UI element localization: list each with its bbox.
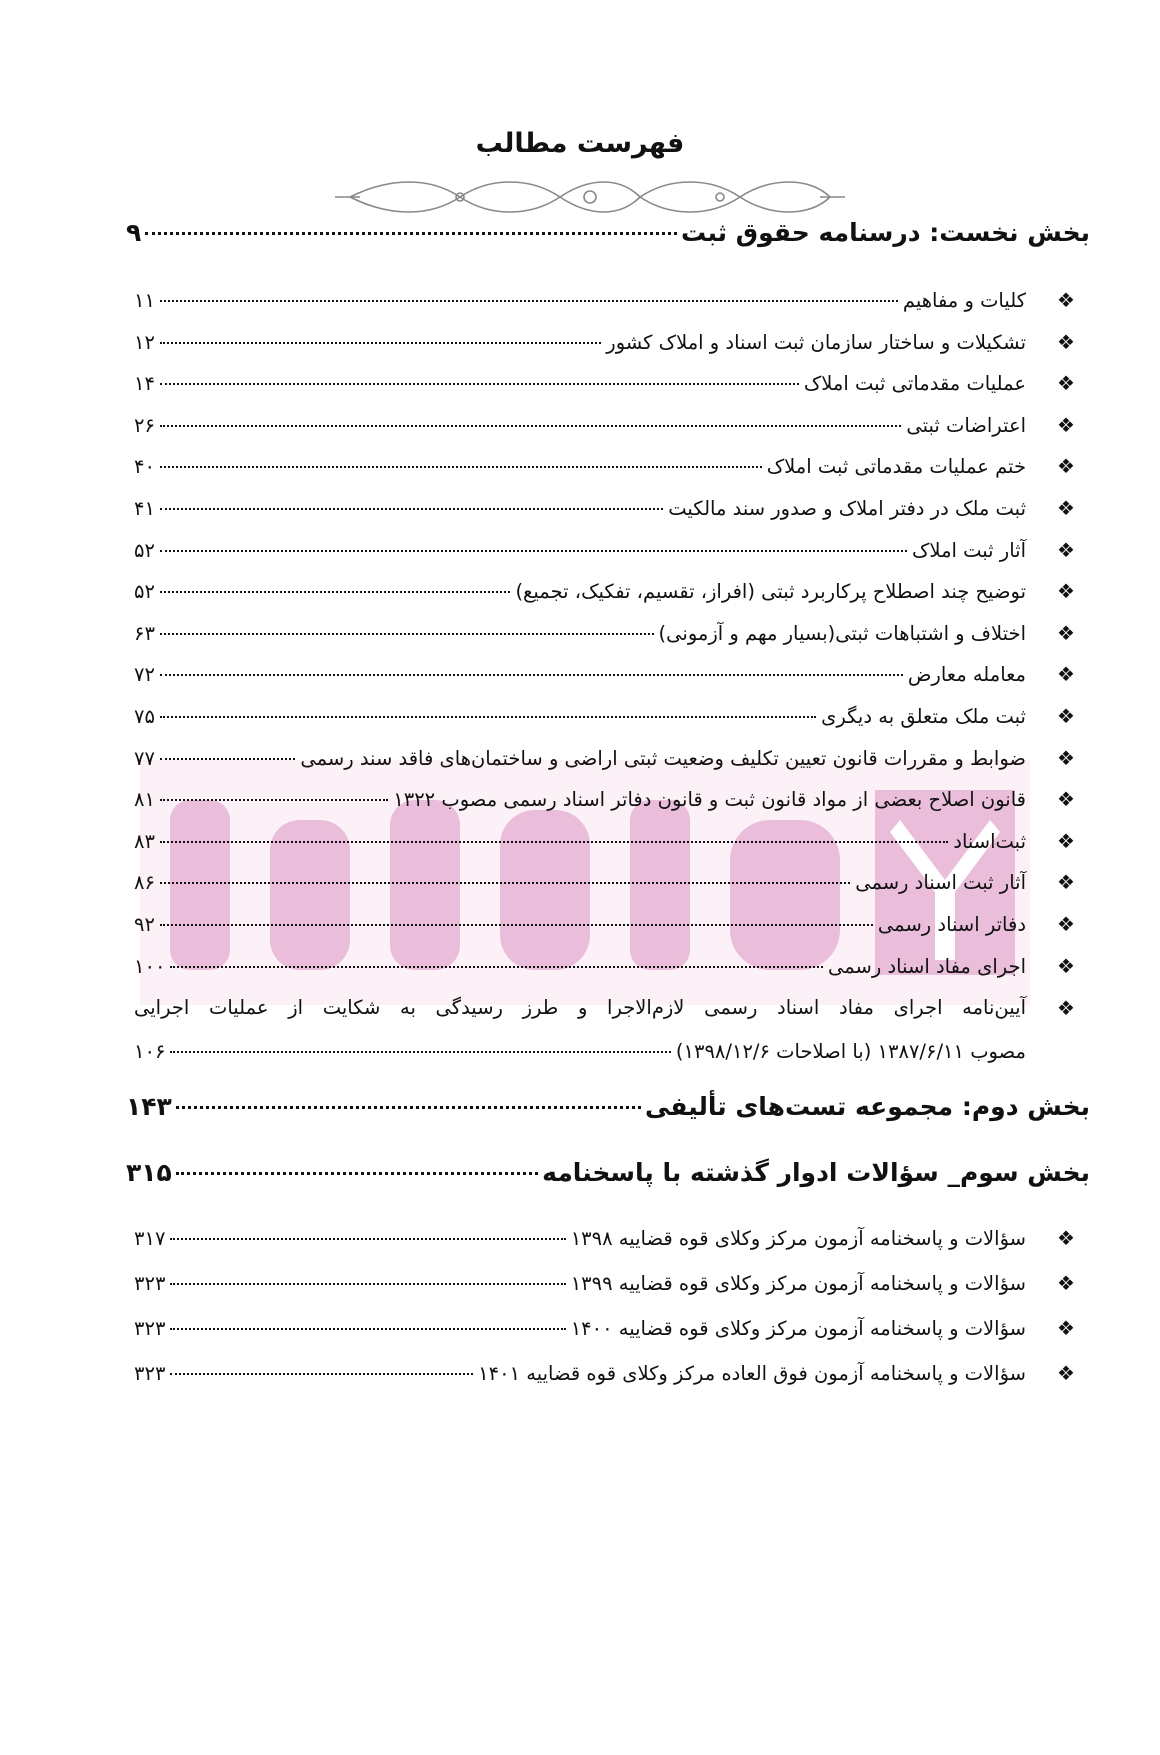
leader-dots [160, 425, 901, 427]
entry-label: اختلاف و اشتباهات ثبتی(بسیار مهم و آزمونی) [658, 621, 1026, 645]
entry-label: اعتراضات ثبتی [906, 413, 1026, 437]
toc-entry[interactable] [134, 704, 1086, 728]
toc-entry[interactable] [134, 1271, 1086, 1295]
entry-label-line1: آیین‌نامه اجرای مفاد اسناد رسمی لازم‌الاجرا و طرز رسیدگی به شکایت از عملیات اجرایی [134, 996, 1026, 1019]
entry-page: ۸۳ [134, 829, 155, 853]
entry-label: آثار ثبت املاک [911, 538, 1026, 562]
section-2-page: ۱۴۳ [126, 1092, 172, 1121]
entry-page: ۸۱ [134, 788, 155, 812]
leader-dots [160, 300, 898, 302]
entry-page: ۴۰ [134, 455, 155, 479]
leader-dots [160, 591, 510, 593]
toc-entry[interactable] [134, 870, 1086, 894]
entry-line2 [134, 1040, 1026, 1063]
toc-entry[interactable] [134, 579, 1086, 603]
section-1-heading[interactable] [126, 218, 1090, 247]
entry-label: قانون اصلاح بعضی از مواد قانون ثبت و قانون دفاتر اسناد رسمی مصوب ۱۳۲۲ [393, 788, 1026, 812]
leader-dots [160, 550, 907, 552]
bullet-icon: ❖ [1057, 912, 1075, 936]
bullet-icon: ❖ [1057, 870, 1075, 895]
leader-dots [170, 1283, 565, 1285]
leader-dots [176, 1106, 641, 1109]
leader-dots [170, 966, 823, 968]
entry-page: ۳۱۷ [134, 1227, 166, 1250]
leader-dots [160, 466, 762, 468]
toc-entry[interactable] [134, 496, 1086, 520]
entry-page: ۵۲ [134, 580, 155, 604]
entry-page: ۲۶ [134, 413, 155, 437]
entry-label: سؤالات و پاسخنامه آزمون مرکز وکلای قوه قضاییه ۱۳۹۹ [570, 1272, 1026, 1295]
bullet-icon: ❖ [1057, 329, 1075, 354]
entry-page: ۱۱ [134, 289, 155, 312]
bullet-icon: ❖ [1057, 579, 1075, 604]
section-3-page: ۳۱۵ [126, 1158, 172, 1187]
leader-dots [170, 1051, 670, 1053]
leader-dots [160, 508, 663, 510]
entry-label: سؤالات و پاسخنامه آزمون مرکز وکلای قوه قضاییه ۱۳۹۸ [570, 1227, 1026, 1250]
entry-label: ختم عملیات مقدماتی ثبت املاک [766, 455, 1026, 479]
entry-page: ۹۲ [134, 913, 155, 936]
entry-page: ۴۱ [134, 497, 155, 520]
leader-dots [170, 1238, 565, 1240]
leader-dots [160, 924, 873, 926]
entry-page: ۷۷ [134, 746, 155, 770]
entry-label: ثبت‌اسناد [953, 829, 1026, 853]
toc-entry[interactable] [134, 787, 1086, 811]
toc-entry-regulation[interactable] [134, 996, 1086, 1076]
section-3-heading[interactable] [126, 1158, 1090, 1187]
entry-page: ۷۲ [134, 663, 155, 687]
entry-label: ثبت ملک متعلق به دیگری [821, 705, 1026, 728]
bullet-icon: ❖ [1057, 953, 1075, 978]
bullet-icon: ❖ [1057, 1361, 1075, 1385]
bullet-icon: ❖ [1057, 745, 1075, 770]
bullet-icon: ❖ [1057, 1226, 1075, 1250]
entry-label: تشکیلات و ساختار سازمان ثبت اسناد و املاک کشور [606, 330, 1026, 354]
leader-dots [170, 1328, 565, 1330]
leader-dots [160, 716, 816, 718]
toc-entry[interactable] [134, 746, 1086, 770]
entry-page: ۶۳ [134, 621, 155, 645]
bullet-icon: ❖ [1057, 288, 1075, 312]
toc-entry[interactable] [134, 1226, 1086, 1250]
entry-label-line2: مصوب ۱۳۸۷/۶/۱۱ (با اصلاحات ۱۳۹۸/۱۲/۶) [675, 1040, 1026, 1063]
entry-page: ۵۲ [134, 538, 155, 562]
entry-page: ۱۴ [134, 372, 155, 396]
section-1-label: بخش نخست: درسنامه حقوق ثبت [681, 218, 1090, 247]
toc-entry[interactable] [134, 829, 1086, 853]
page-title: فهرست مطالب [475, 128, 685, 159]
entry-label: سؤالات و پاسخنامه آزمون مرکز وکلای قوه قضاییه ۱۴۰۰ [570, 1317, 1026, 1340]
toc-entry[interactable] [134, 330, 1086, 354]
leader-dots [160, 383, 799, 385]
toc-entry[interactable] [134, 288, 1086, 312]
entry-label: ضوابط و مقررات قانون تعیین تکلیف وضعیت ثبتی اراضی و ساختمان‌های فاقد سند رسمی [300, 746, 1026, 770]
bullet-icon: ❖ [1057, 412, 1075, 437]
leader-dots [160, 674, 903, 676]
bullet-icon: ❖ [1057, 704, 1075, 728]
entry-page: ۳۲۳ [134, 1317, 166, 1340]
bullet-icon: ❖ [1057, 662, 1075, 687]
entry-label: دفاتر اسناد رسمی [877, 913, 1026, 936]
section-1-page: ۹ [126, 218, 142, 247]
entry-page: ۱۰۶ [134, 1040, 166, 1063]
entry-label: آثار ثبت اسناد رسمی [855, 871, 1026, 895]
leader-dots [160, 758, 295, 760]
bullet-icon: ❖ [1057, 996, 1075, 1020]
entry-page: ۷۵ [134, 705, 155, 728]
section-2-heading[interactable] [126, 1092, 1090, 1121]
leader-dots [170, 1373, 473, 1375]
bullet-icon: ❖ [1057, 828, 1075, 853]
leader-dots [160, 841, 948, 843]
toc-entry[interactable] [134, 662, 1086, 686]
entry-page: ۸۶ [134, 871, 155, 895]
bullet-icon: ❖ [1057, 496, 1075, 520]
entry-page: ۳۲۳ [134, 1272, 166, 1295]
entry-label: عملیات مقدماتی ثبت املاک [803, 372, 1026, 396]
entry-label: توضیح چند اصطلاح پرکاربرد ثبتی (افراز، تقسیم، تفکیک، تجمیع) [515, 580, 1026, 604]
bullet-icon: ❖ [1057, 787, 1075, 812]
bullet-icon: ❖ [1057, 454, 1075, 479]
toc-entry[interactable] [134, 538, 1086, 562]
toc-entry[interactable] [134, 413, 1086, 437]
section-2-label: بخش دوم: مجموعه تست‌های تألیفی [645, 1092, 1090, 1121]
bullet-icon: ❖ [1057, 1271, 1075, 1295]
entry-label: معامله معارض [907, 663, 1026, 687]
entry-label: ثبت ملک در دفتر املاک و صدور سند مالکیت [668, 497, 1026, 520]
entry-label: کلیات و مفاهیم [902, 289, 1026, 312]
toc-entry[interactable] [134, 1316, 1086, 1340]
toc-entry[interactable] [134, 954, 1086, 978]
ornament-divider [330, 172, 850, 222]
section-3-label: بخش سوم_ سؤالات ادوار گذشته با پاسخنامه [542, 1158, 1090, 1187]
leader-dots [176, 1172, 538, 1175]
toc-entry[interactable] [134, 371, 1086, 395]
leader-dots [145, 232, 677, 235]
toc-entry[interactable] [134, 621, 1086, 645]
entry-label: سؤالات و پاسخنامه آزمون فوق العاده مرکز وکلای قوه قضاییه ۱۴۰۱ [478, 1362, 1026, 1385]
leader-dots [160, 799, 388, 801]
entry-page: ۱۰۰ [134, 954, 166, 978]
toc-entry[interactable] [134, 912, 1086, 936]
entry-page: ۳۲۳ [134, 1362, 166, 1385]
toc-entry[interactable] [134, 1361, 1086, 1385]
bullet-icon: ❖ [1057, 1316, 1075, 1340]
toc-entry[interactable] [134, 454, 1086, 478]
bullet-icon: ❖ [1057, 537, 1075, 562]
bullet-icon: ❖ [1057, 371, 1075, 396]
entry-label: اجرای مفاد اسناد رسمی [828, 954, 1026, 978]
bullet-icon: ❖ [1057, 620, 1075, 645]
leader-dots [160, 342, 601, 344]
entry-page: ۱۲ [134, 330, 155, 354]
leader-dots [160, 882, 850, 884]
leader-dots [160, 633, 654, 635]
